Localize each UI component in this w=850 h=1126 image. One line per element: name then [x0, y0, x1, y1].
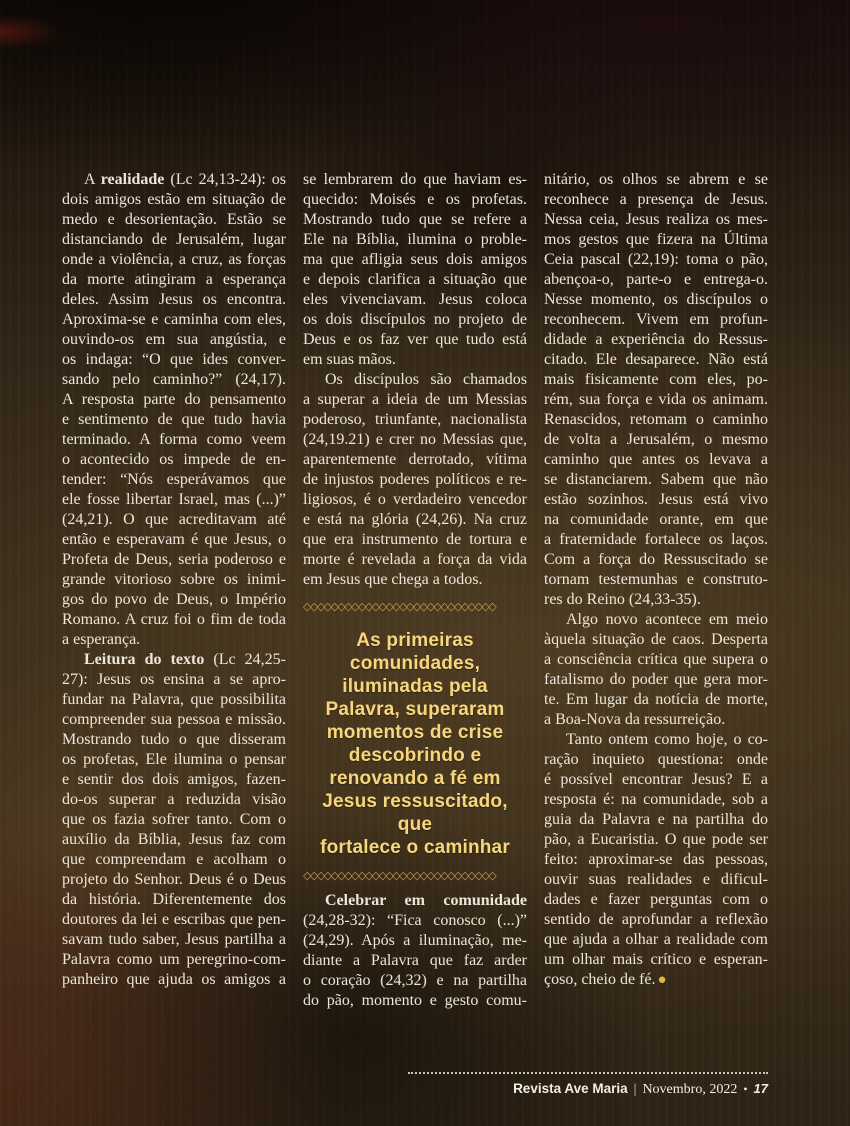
text-line: ligiosos, é o verdadeiro vencedor [303, 491, 527, 508]
text-line: da morte atingiram a esperança [62, 271, 286, 288]
text-line: dades e fazer perguntas com o [544, 891, 768, 908]
text-line: Nessa ceia, Jesus realiza os mes- [544, 211, 768, 228]
text-line: se lembrarem do que haviam es- [303, 171, 527, 188]
text-line: em Jesus que chega a todos. [303, 571, 483, 588]
text-line: sando pelo caminho?” (24,17). [62, 371, 286, 388]
text-line: dois amigos estão em situação de [62, 191, 286, 208]
text-line: então e esperavam é que Jesus, o [62, 531, 286, 548]
text-line: feito: aproximar-se das pessoas, [544, 851, 768, 868]
text-line: na comunidade orante, em que [544, 511, 768, 528]
spacer [303, 883, 527, 891]
text-line: ração inquieto questiona: onde [544, 751, 768, 768]
pull-quote-line: Palavra, superaram [325, 699, 505, 720]
text-line: guia da Palavra e na partilha do [544, 811, 768, 828]
text-line: ouvir suas realidades e dificul- [544, 871, 768, 888]
text-line: morte é revelada a força da vida [303, 551, 527, 568]
text-line: panheiro que ajuda os amigos a [62, 971, 286, 988]
text-line: A realidade (Lc 24,13-24): os [84, 171, 287, 188]
text-line: reconhecem. Vivem em profun- [544, 311, 768, 328]
text-line: medo e desorientação. Estão se [62, 211, 286, 228]
text-line: que era instrumento de tortura e [303, 531, 527, 548]
text-line: ma que afligia seus dois amigos [303, 251, 527, 268]
text-line: ele fosse libertar Israel, mas (...)” [62, 491, 286, 508]
text-line: sentido de aprofundar a reflexão [544, 911, 768, 928]
text-line: (24,29). Após a iluminação, me- [303, 932, 527, 949]
text-line: grande vitorioso sobre os inimi- [62, 571, 286, 588]
text-line: reconhece a presença de Jesus. [544, 191, 768, 208]
text-line: A resposta parte do pensamento [62, 391, 286, 408]
text-line: compreender sua pessoa e missão. [62, 711, 286, 728]
text-line: (24,21). O que acreditavam até [62, 511, 286, 528]
pull-quote [303, 629, 527, 859]
text-line: de volta a Jerusalém, o mesmo [544, 431, 768, 448]
text-line: a consciência crítica que supera o [544, 651, 768, 668]
footer-text [408, 1081, 768, 1098]
pull-quote-line: renovando a fé em [329, 768, 501, 789]
text-line: um olhar mais crítico e esperan- [544, 951, 768, 968]
text-line: tender: “Nós esperávamos que [62, 471, 286, 488]
text-line: do-os superar a reduzida visão [62, 791, 286, 808]
text-line: res do Reino (24,33-35). [544, 591, 701, 608]
article-columns [62, 170, 768, 1011]
text-line: aparentemente derrotado, vítima [303, 451, 527, 468]
text-line: da história. Diferentemente dos [62, 891, 286, 908]
text-line: onde a violência, a cruz, as forças [62, 251, 286, 268]
text-line: a esperança. [62, 631, 141, 648]
text-line: e sentir dos dois amigos, fazen- [62, 771, 286, 788]
text-line: projeto do Senhor. Deus é o Deus [62, 871, 286, 888]
pull-quote-line: iluminadas pela [342, 676, 488, 697]
pull-quote-line: momentos de crise [326, 722, 504, 743]
text-line: fundar na Palavra, que possibilita [62, 691, 286, 708]
text-line: distanciando de Jerusalém, lugar [62, 231, 286, 248]
text-line: que ajuda a olhar a realidade com [544, 931, 768, 948]
text-line: fatalismo do poder que gera mor- [544, 671, 768, 688]
text-line: diante a Palavra que faz arder [303, 952, 527, 969]
text-line: Celebrar em comunidade [325, 892, 527, 909]
text-line: Nesse momento, os discípulos o [544, 291, 768, 308]
text-line: a fraternidade fortalece os laços. [544, 531, 768, 548]
text-line: que os fazia sofrer tanto. Com o [62, 811, 286, 828]
text-line: nitário, os olhos se abrem e se [544, 171, 768, 188]
text-line: e está na glória (24,26). Na cruz [303, 511, 527, 528]
diamond-divider: ◇◇◇◇◇◇◇◇◇◇◇◇◇◇◇◇◇◇◇◇◇◇◇◇◇◇◇◇ [303, 600, 496, 613]
text-line: que compreendam e acolham o [62, 851, 286, 868]
text-line: mos gestos que fizera na Última [544, 231, 768, 248]
text-line: estão sozinhos. Jesus está vivo [544, 491, 768, 508]
text-line: de injustos poderes políticos e re- [303, 471, 527, 488]
text-line: auxílio da Bíblia, Jesus faz com [62, 831, 286, 848]
text-line: Romano. A cruz foi o fim de toda [62, 611, 286, 628]
text-line: resposta é: na comunidade, sob a [544, 791, 768, 808]
text-line: doutores da lei e escribas que pen- [62, 911, 286, 928]
text-line: caminho que antes os levava a [544, 451, 768, 468]
text-line: Aproxima-se e caminha com eles, [62, 311, 286, 328]
text-line: do pão, momento e gesto comu- [303, 992, 527, 1009]
pull-quote-line: fortalece o caminhar [320, 837, 510, 858]
text-line: em suas mãos. [303, 351, 396, 368]
footer-bullet: • [743, 1082, 748, 1096]
text-line: e depois clarifica a situação que [303, 271, 527, 288]
text-line: gos do povo de Deus, o Império [62, 591, 286, 608]
text-line: te. Em lugar da notícia de morte, [544, 691, 768, 708]
text-line: Profeta de Deus, seria poderoso e [62, 551, 286, 568]
pull-quote-line: descobrindo e [348, 745, 482, 766]
footer-dotted-rule [408, 1072, 768, 1074]
magazine-brand: Revista Ave Maria [513, 1081, 628, 1096]
end-of-article-bullet: ● [657, 972, 667, 988]
text-line: Deus e os faz ver que tudo está [303, 331, 527, 348]
text-line: o acontecido os impede de en- [62, 451, 286, 468]
text-line: pão, a Eucaristia. O que pode ser [544, 831, 768, 848]
diamond-divider: ◇◇◇◇◇◇◇◇◇◇◇◇◇◇◇◇◇◇◇◇◇◇◇◇◇◇◇◇ [303, 869, 496, 882]
text-line: tornam testemunhas e construto- [544, 571, 768, 588]
text-line: terminado. A forma como veem [62, 431, 286, 448]
text-line: didade a experiência do Ressus- [544, 331, 768, 348]
text-line: Tanto ontem como hoje, o co- [566, 731, 768, 748]
text-line: rém, sua força e vida os animam. [544, 391, 768, 408]
text-line: abençoa-o, parte-o e entrega-o. [544, 271, 768, 288]
issue-date: Novembro, 2022 [642, 1082, 738, 1097]
text-line: e sentimento de que tudo havia [62, 411, 286, 428]
text-line: Ceia pascal (22,19): toma o pão, [544, 251, 768, 268]
text-line: Os discípulos são chamados [325, 371, 527, 388]
text-line: a Boa-Nova da ressurreição. [544, 711, 726, 728]
footer-separator: | [633, 1082, 637, 1097]
text-column-2 [303, 170, 527, 1011]
text-line: quecido: Moisés e os profetas. [303, 191, 527, 208]
text-line: deles. Assim Jesus os encontra. [62, 291, 286, 308]
text-line: Mostrando tudo que se refere a [303, 211, 527, 228]
text-line: é possível encontrar Jesus? E a [544, 771, 768, 788]
pull-quote-line: Jesus ressuscitado, que [322, 791, 508, 835]
pull-quote-line: As primeiras [356, 630, 474, 651]
text-line: poderoso, triunfante, nacionalista [303, 411, 527, 428]
text-line: savam tudo saber, Jesus partilha a [62, 931, 286, 948]
text-line: (24,19.21) e crer no Messias que, [303, 431, 527, 448]
text-line: Renascidos, retomam o caminho [544, 411, 768, 428]
text-column-3 [544, 170, 768, 1011]
page-footer [408, 1072, 768, 1098]
text-line: mais fisicamente com eles, po- [544, 371, 768, 388]
text-line: Mostrando tudo o que disseram [62, 731, 286, 748]
text-line: Algo novo acontece em meio [566, 611, 768, 628]
text-line: os dois discípulos no projeto de [303, 311, 527, 328]
pull-quote-line: comunidades, [349, 653, 481, 674]
text-line: os indaga: “O que ides conver- [62, 351, 286, 368]
text-line: Com a força do Ressuscitado se [544, 551, 768, 568]
text-line: Palavra como um peregrino-com- [62, 951, 286, 968]
text-line: Leitura do texto (Lc 24,25- [84, 651, 287, 668]
text-line: os profetas, Ele ilumina o pensar [62, 751, 286, 768]
page-number: 17 [753, 1081, 768, 1096]
text-line: 27): Jesus os ensina a se apro- [62, 671, 286, 688]
text-line: àquela situação de caos. Desperta [544, 631, 768, 648]
text-line: ouvindo-os em sua angústia, e [62, 331, 286, 348]
text-line: o coração (24,32) e na partilha [303, 972, 527, 989]
text-line: (24,28-32): “Fica conosco (...)” [303, 912, 527, 929]
text-line: eles vivenciavam. Jesus coloca [303, 291, 527, 308]
text-column-1 [62, 170, 286, 1011]
text-line: a superar a ideia de um Messias [303, 391, 527, 408]
text-line: Ele na Bíblia, ilumina o proble- [303, 231, 527, 248]
text-line: se distanciarem. Sabem que não [544, 471, 768, 488]
text-line: citado. Ele desaparece. Não está [544, 351, 768, 368]
text-line: çoso, cheio de fé. ● [544, 971, 667, 988]
